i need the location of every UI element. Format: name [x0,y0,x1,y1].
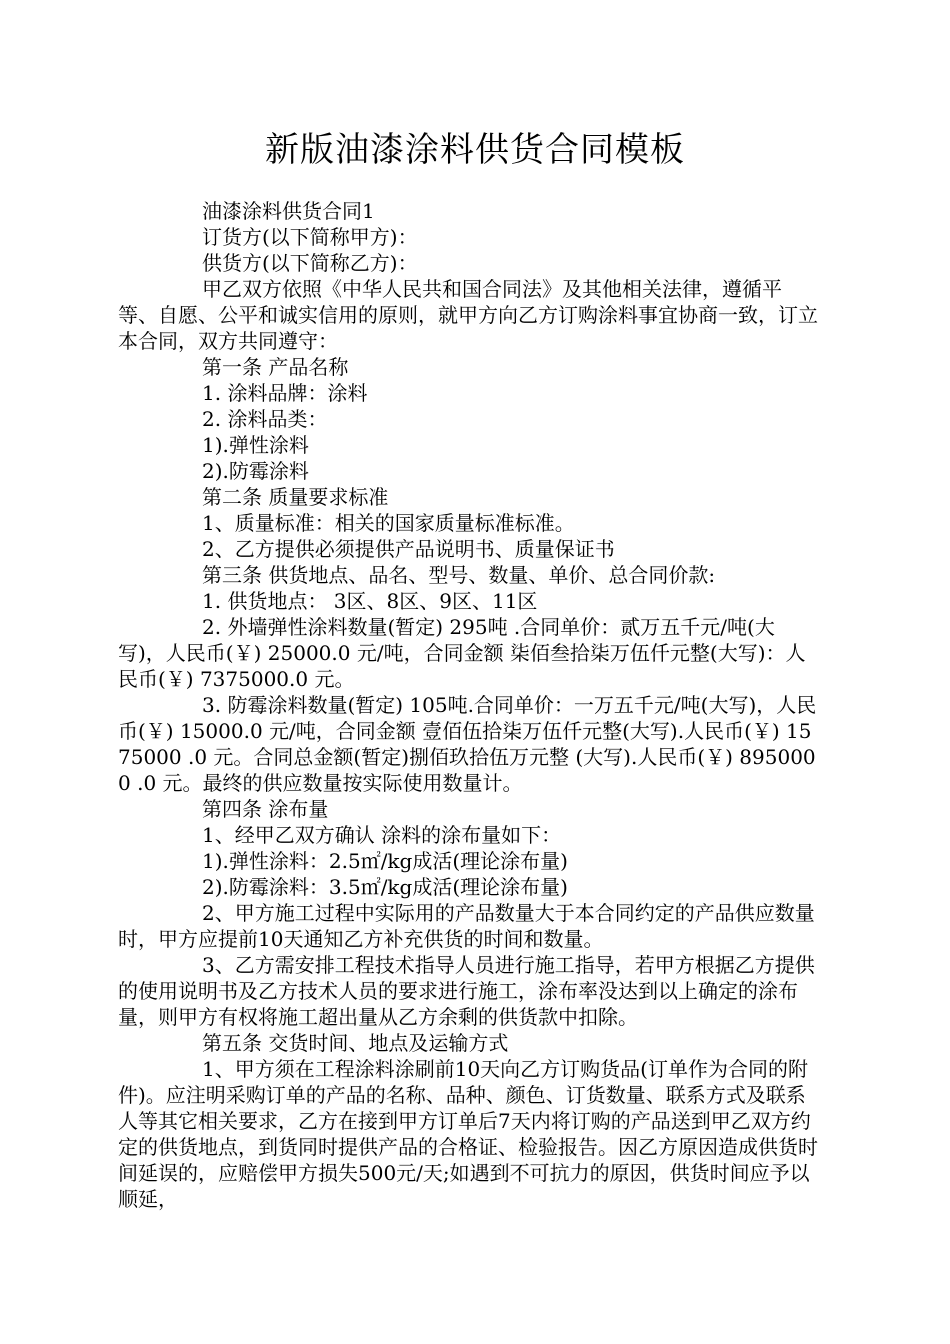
document-body [118,198,818,1212]
section-heading: 第一条 产品名称 [202,355,349,379]
paragraph: 1、质量标准：相关的国家质量标准标准。 [202,511,575,535]
paragraph: 2. 涂料品类： [202,407,328,431]
paragraph: 订货方(以下简称甲方)： [202,225,418,249]
paragraph: 供货方(以下简称乙方)： [202,251,418,275]
paragraph: 1. 供货地点： 3区、8区、9区、11区 [202,589,538,613]
paragraph: 2).防霉涂料 [202,459,309,483]
section-heading: 第三条 供货地点、品名、型号、数量、单价、总合同价款: [202,563,716,587]
section-heading: 第二条 质量要求标准 [202,485,389,509]
section-heading: 第五条 交货时间、地点及运输方式 [202,1031,509,1055]
paragraph: 2).防霉涂料：3.5㎡/kg成活(理论涂布量) [202,875,568,899]
document-title: 新版油漆涂料供货合同模板 [265,130,685,170]
paragraph: 1).弹性涂料 [202,433,309,457]
paragraph: 油漆涂料供货合同1 [202,199,375,223]
paragraph: 3、乙方需安排工程技术指导人员进行施工指导，若甲方根据乙方提供的使用说明书及乙方技术人员的要求进行施工，涂布率没达到以上确定的涂布量，则甲方有权将施工超出量从乙方余剩的供货款中扣除。 [118,953,815,1029]
section-heading: 第四条 涂布量 [202,797,329,821]
paragraph: 2. 外墙弹性涂料数量(暂定) 295吨 .合同单价：贰万五千元/吨(大写)，人民币(￥) 25000.0 元/吨，合同金额 柒佰叁拾柒万伍仟元整(大写)：人民币(￥) 7375000.0 元。 [118,615,806,691]
paragraph: 3. 防霉涂料数量(暂定) 105吨.合同单价：一万五千元/吨(大写)，人民币(￥) 15000.0 元/吨，合同金额 壹佰伍拾柒万伍仟元整(大写).人民币(￥) 1575000 .0 元。合同总金额(暂定)捌佰玖拾伍万元整 (大写).人民币(￥) 8950000 .0 元。最终的供应数量按实际使用数量计。 [118,693,817,795]
paragraph: 1、经甲乙双方确认 涂料的涂布量如下： [202,823,562,847]
paragraph: 1).弹性涂料：2.5㎡/kg成活(理论涂布量) [202,849,568,873]
paragraph: 2、乙方提供必须提供产品说明书、质量保证书 [202,537,615,561]
paragraph: 1. 涂料品牌：涂料 [202,381,368,405]
paragraph: 甲乙双方依照《中华人民共和国合同法》及其他相关法律，遵循平等、自愿、公平和诚实信用的原则，就甲方向乙方订购涂料事宜协商一致，订立本合同，双方共同遵守： [118,277,818,353]
paragraph: 1、甲方须在工程涂料涂刷前10天向乙方订购货品(订单作为合同的附件)。应注明采购订单的产品的名称、品种、颜色、订货数量、联系方式及联系人等其它相关要求，乙方在接到甲方订单后7天内将订购的产品送到甲乙双方约定的供货地点，到货同时提供产品的合格证、检验报告。因乙方原因造成供货时间延误的，应赔偿甲方损失500元/天;如遇到不可抗力的原因，供货时间应予以顺延， [118,1057,818,1211]
paragraph: 2、甲方施工过程中实际用的产品数量大于本合同约定的产品供应数量时，甲方应提前10天通知乙方补充供货的时间和数量。 [118,901,815,951]
